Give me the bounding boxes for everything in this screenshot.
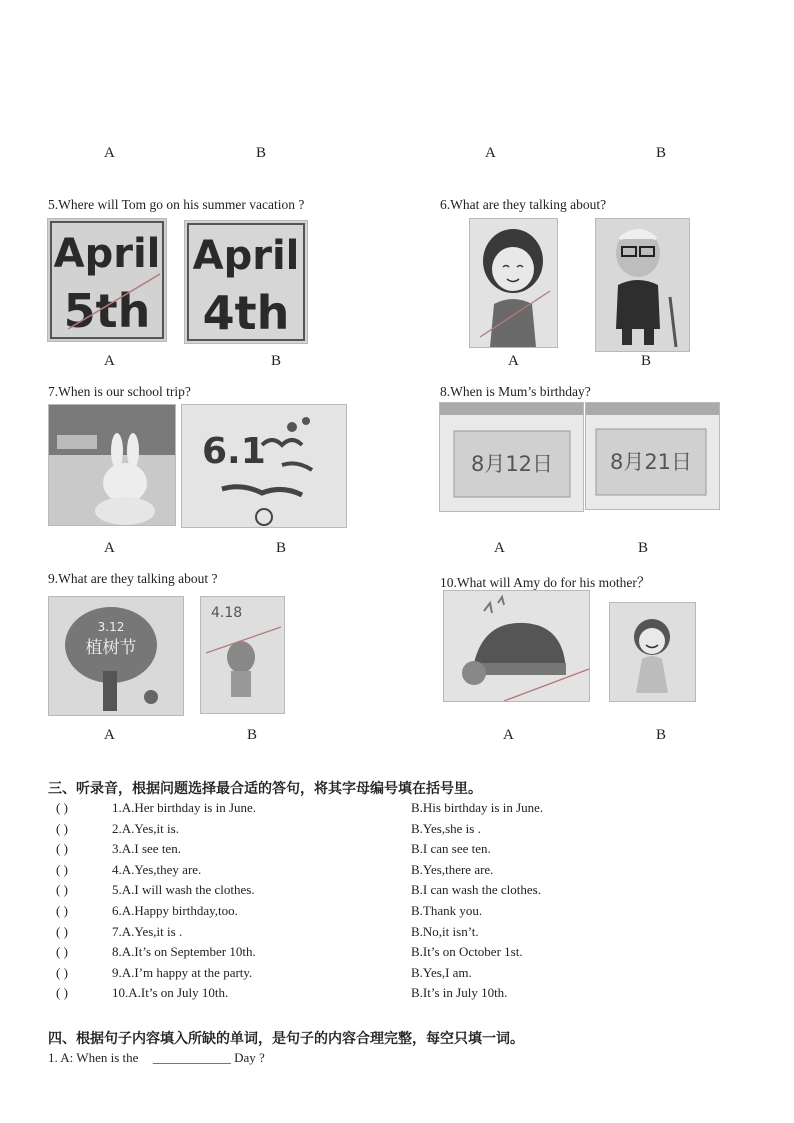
top-label-b-left: B xyxy=(256,145,267,161)
top-label-a-right: A xyxy=(485,145,496,161)
q10-label-b: B xyxy=(656,727,667,743)
picture-5a-month: April xyxy=(53,231,161,277)
answer-bracket[interactable]: ( ) xyxy=(56,800,68,815)
question-8: 8.When is Mum’s birthday? xyxy=(440,384,591,399)
q8-label-a: A xyxy=(494,540,505,556)
picture-9a-tree-planting-day xyxy=(48,596,184,716)
option-a: 7.A.Yes,it is . xyxy=(112,924,183,939)
option-b: B.Yes,she is . xyxy=(411,821,481,836)
q10-label-a: A xyxy=(503,727,514,743)
picture-5b-month: April xyxy=(192,233,300,279)
section-3-title: 三、听录音，根据问题选择最合适的答句，将其字母编号填在括号里。 xyxy=(48,781,482,797)
option-b: B.His birthday is in June. xyxy=(411,800,544,815)
option-a: 5.A.I will wash the clothes. xyxy=(112,882,255,897)
q5-label-b: B xyxy=(271,353,282,369)
q6-label-a: A xyxy=(508,353,519,369)
option-a: 6.A.Happy birthday,too. xyxy=(112,903,238,918)
question-7: 7.When is our school trip? xyxy=(48,384,191,399)
option-b: B.No,it isn’t. xyxy=(411,924,479,939)
answer-bracket[interactable]: ( ) xyxy=(56,882,68,897)
option-a: 8.A.It’s on September 10th. xyxy=(112,944,256,959)
option-b: B.It’s in July 10th. xyxy=(411,985,508,1000)
picture-8b-date: 8月21日 xyxy=(609,450,693,474)
option-b: B.Thank you. xyxy=(411,903,483,918)
answer-bracket[interactable]: ( ) xyxy=(56,924,68,939)
option-a: 9.A.I’m happy at the party. xyxy=(112,965,253,980)
picture-5a-day: 5th xyxy=(63,284,151,338)
answer-bracket[interactable]: ( ) xyxy=(56,903,68,918)
option-b: B.Yes,there are. xyxy=(411,862,494,877)
picture-7b-date: 6.1 xyxy=(202,431,266,472)
section-4-question-1 xyxy=(48,1050,265,1066)
picture-8a-date: 8月12日 xyxy=(470,452,554,476)
q7-label-b: B xyxy=(276,540,287,556)
answer-bracket[interactable]: ( ) xyxy=(56,985,68,1000)
picture-7b-childrens-day xyxy=(181,404,347,528)
option-b: B.I can see ten. xyxy=(411,841,491,856)
picture-9b-bird-day xyxy=(200,596,285,714)
q9-label-b: B xyxy=(247,727,258,743)
answer-bracket[interactable]: ( ) xyxy=(56,862,68,877)
picture-9a-caption: 植树节 xyxy=(85,638,137,658)
q1-blank[interactable]: ____________ xyxy=(152,1050,231,1065)
top-label-b-right: B xyxy=(656,145,667,161)
picture-10a-piano xyxy=(443,590,590,702)
q5-label-a: A xyxy=(104,353,115,369)
option-a: 4.A.Yes,they are. xyxy=(112,862,202,877)
option-b: B.It’s on October 1st. xyxy=(411,944,523,959)
picture-8a-calendar xyxy=(439,402,584,512)
option-a: 2.A.Yes,it is. xyxy=(112,821,179,836)
picture-5b-calendar xyxy=(184,220,308,344)
question-10: 10.What will Amy do for his mother？ xyxy=(440,575,651,590)
picture-8b-calendar xyxy=(585,402,720,510)
picture-5a-calendar xyxy=(47,218,167,342)
option-a: 1.A.Her birthday is in June. xyxy=(112,800,257,815)
picture-6b-grandfather xyxy=(595,218,690,352)
option-a: 3.A.I see ten. xyxy=(112,841,181,856)
answer-bracket[interactable]: ( ) xyxy=(56,821,68,836)
question-6: 6.What are they talking about? xyxy=(440,197,607,212)
picture-10b-girl-singing xyxy=(609,602,696,702)
answer-bracket[interactable]: ( ) xyxy=(56,965,68,980)
option-a: 10.A.It’s on July 10th. xyxy=(112,985,229,1000)
question-5: 5.Where will Tom go on his summer vacation ? xyxy=(48,197,305,212)
q1-suffix: Day ? xyxy=(234,1050,265,1065)
picture-9a-date: 3.12 xyxy=(97,620,125,634)
picture-5b-day: 4th xyxy=(202,286,290,340)
option-b: B.Yes,I am. xyxy=(411,965,472,980)
q6-label-b: B xyxy=(641,353,652,369)
option-b: B.I can wash the clothes. xyxy=(411,882,541,897)
top-label-a-left: A xyxy=(104,145,115,161)
answer-bracket[interactable]: ( ) xyxy=(56,944,68,959)
q8-label-b: B xyxy=(638,540,649,556)
q7-label-a: A xyxy=(104,540,115,556)
picture-7a-rabbit xyxy=(48,404,176,526)
section-4-title: 四、根据句子内容填入所缺的单词，是句子的内容合理完整，每空只填一词。 xyxy=(48,1031,524,1047)
q9-label-a: A xyxy=(104,727,115,743)
answer-bracket[interactable]: ( ) xyxy=(56,841,68,856)
picture-9b-date: 4.18 xyxy=(211,605,243,621)
q1-prefix: 1. A: When is the xyxy=(48,1050,139,1065)
picture-6a-grandmother xyxy=(469,218,558,348)
question-9: 9.What are they talking about ? xyxy=(48,571,218,586)
